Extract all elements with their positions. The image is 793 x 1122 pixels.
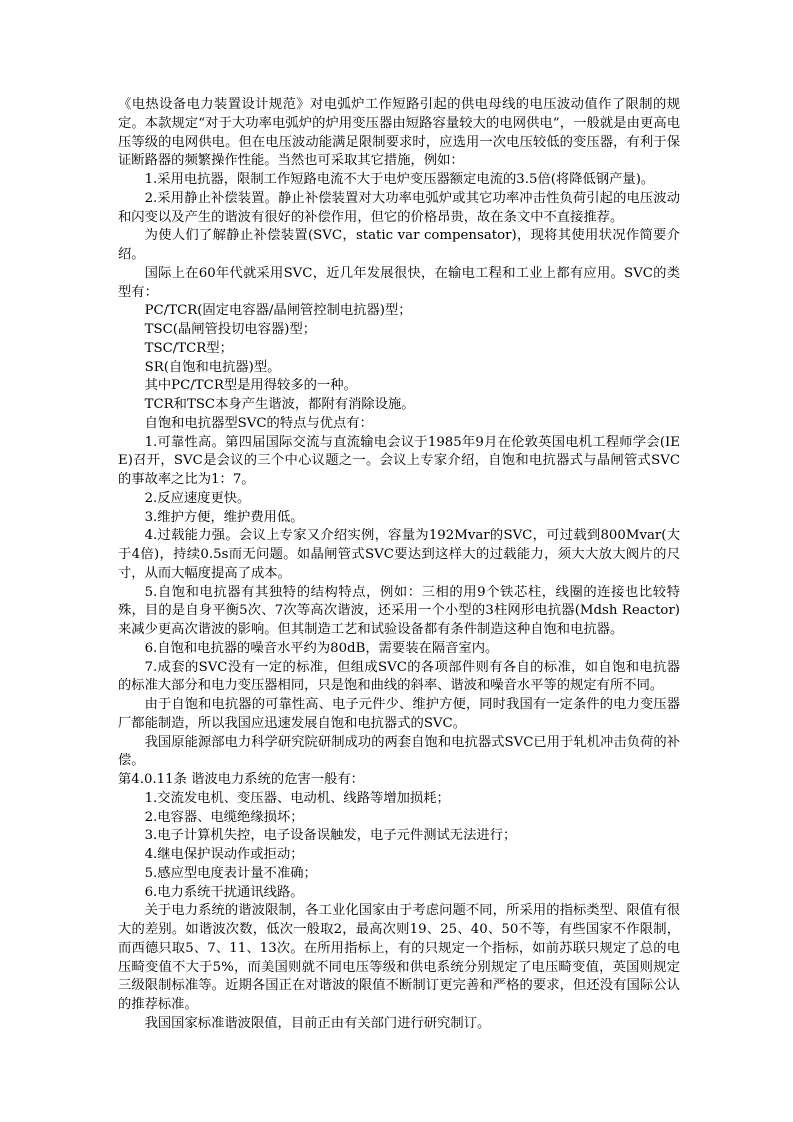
paragraph: 4.继电保护误动作或拒动；: [144, 847, 304, 862]
paragraph: 3.维护方便，维护费用低。: [144, 509, 304, 525]
paragraph: SR(自饱和电抗器)型。: [144, 359, 281, 375]
paragraph: 5.感应型电度表计量不准确；: [144, 865, 317, 881]
paragraph: 6.自饱和电抗器的噪音水平约为80dB，需要装在隔音室内。: [144, 640, 499, 656]
paragraph: 1.可靠性高。第四届国际交流与直流输电会议于1985年9月在伦敦英国电机工程师学会(IEE)召开，SVC是会议的三个中心议题之一。会议上专家介绍，自饱和电抗器式与晶闸管式SVC的事故率之比为1：7。: [118, 434, 680, 487]
paragraph: TSC(晶闸管投切电容器)型；: [144, 322, 317, 337]
paragraph: 2.电容器、电缆绝缘损坏；: [144, 809, 304, 825]
paragraph: 6.电力系统干扰通讯线路。: [144, 884, 304, 900]
paragraph: 由于自饱和电抗器的可靠性高、电子元件少、维护方便，同时我国有一定条件的电力变压器厂都能制造，所以我国应迅速发展自饱和电抗器式的SVC。: [118, 697, 680, 731]
paragraph: 1.交流发电机、变压器、电动机、线路等增加损耗；: [144, 790, 450, 806]
paragraph: 我国国家标准谐波限值，目前正由有关部门进行研究制订。: [144, 1015, 491, 1031]
paragraph: 5.自饱和电抗器有其独特的结构特点，例如：三相的用9个铁芯柱，线圈的连接也比较特殊，目的是自身平衡5次、7次等高次谐波，还采用一个小型的3柱网形电抗器(Mdsh Reactor)来减少更高次谐波的影响。但其制造工艺和试验设备都有条件制造这种自饱和电抗器。: [118, 584, 680, 637]
paragraph: TSC/TCR型；: [144, 340, 233, 356]
paragraph: 自饱和电抗器型SVC的特点与优点有：: [144, 415, 373, 431]
paragraph: 2.采用静止补偿装置。静止补偿装置对大功率电弧炉或其它功率冲击性负荷引起的电压波动和闪变以及产生的谐波有很好的补偿作用，但它的价格昂贵，故在条文中不直接推荐。: [118, 190, 680, 225]
paragraph: 第4.0.11条 谐波电力系统的危害一般有：: [118, 772, 364, 787]
paragraph: 国际上在60年代就采用SVC，近几年发展很快，在输电工程和工业上都有应用。SVC的类型有：: [118, 265, 680, 300]
paragraph: 关于电力系统的谐波限制，各工业化国家由于考虑问题不同，所采用的指标类型、限值有很大的差别。如谐波次数，低次一般取2，最高次则19、25、40、50不等，有些国家不作限制，而西德只取5、7、11、13次。在所用指标上，有的只规定一个指标，如前苏联只规定了总的电压畸变值不大于5%，而美国则就不同电压等级和供电系统分别规定了电压畸变值，英国则规定三级限制标准等。近期各国正在对谐波的限值不断制订更完善和严格的要求，但还没有国际公认的推荐标准。: [118, 903, 680, 1012]
document-body: [118, 96, 680, 1034]
paragraph: PC/TCR(固定电容器/晶闸管控制电抗器)型；: [144, 303, 412, 319]
paragraph: 7.成套的SVC没有一定的标准，但组成SVC的各项部件则有各自的标准，如自饱和电抗器的标准大部分和电力变压器相同，只是饱和曲线的斜率、谐波和噪音水平等的规定有所不同。: [118, 659, 680, 694]
paragraph: 我国原能源部电力科学研究院研制成功的两套自饱和电抗器式SVC已用于轧机冲击负荷的补偿。: [118, 734, 680, 769]
paragraph: 2.反应速度更快。: [144, 490, 251, 506]
paragraph: 其中PC/TCR型是用得较多的一种。: [144, 378, 357, 394]
paragraph: 4.过载能力强。会议上专家又介绍实例，容量为192Mvar的SVC，可过载到800Mvar(大于4倍)，持续0.5s而无问题。如晶闸管式SVC要达到这样大的过载能力，须大大放大阀片的尺寸，从而大幅度提高了成本。: [118, 528, 680, 581]
paragraph: 3.电子计算机失控，电子设备误触发，电子元件测试无法进行；: [144, 828, 517, 844]
paragraph: TCR和TSC本身产生谐波，都附有消除设施。: [144, 397, 415, 412]
paragraph: 1.采用电抗器，限制工作短路电流不大于电炉变压器额定电流的3.5倍(将降低钢产量)。: [144, 172, 655, 187]
paragraph: 为使人们了解静止补偿装置(SVC，static var compensator)，现将其使用状况作简要介绍。: [118, 228, 680, 262]
paragraph: 《电热设备电力装置设计规范》对电弧炉工作短路引起的供电母线的电压波动值作了限制的规定。本款规定“对于大功率电弧炉的炉用变压器由短路容量较大的电网供电”，一般就是由更高电压等级的电网供电。但在电压波动能满足限制要求时，应选用一次电压较低的变压器，有利于保证断路器的频繁操作性能。当然也可采取其它措施，例如：: [118, 97, 680, 169]
